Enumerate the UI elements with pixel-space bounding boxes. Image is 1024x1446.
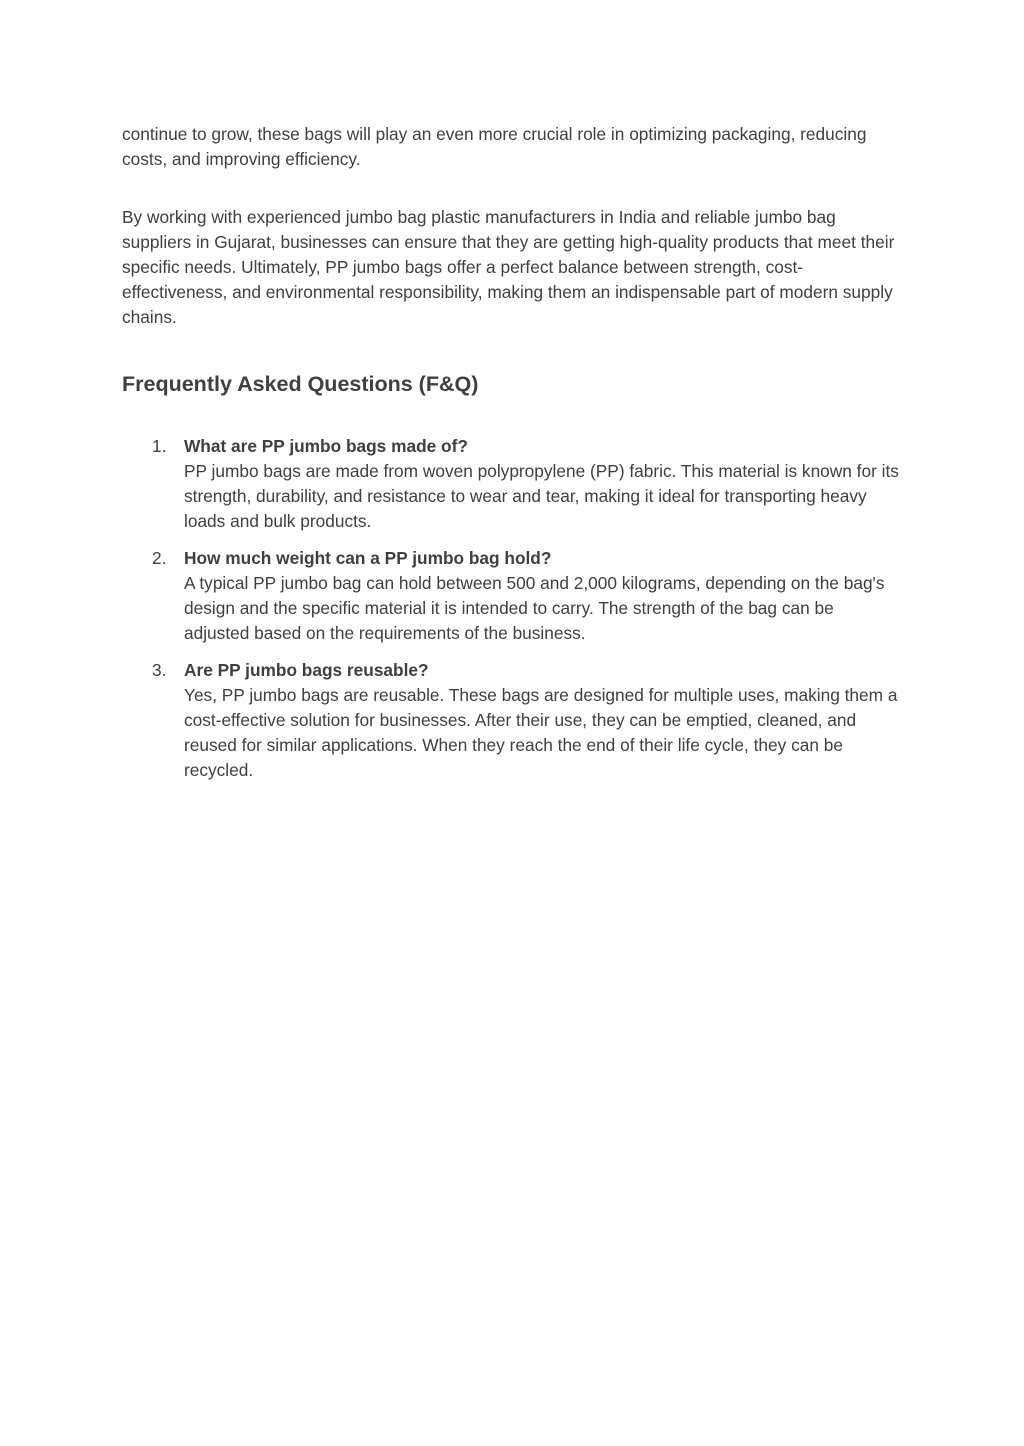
faq-question: What are PP jumbo bags made of?	[184, 436, 468, 456]
document-page	[122, 122, 902, 795]
faq-question: Are PP jumbo bags reusable?	[184, 660, 429, 680]
faq-heading: Frequently Asked Questions (F&Q)	[122, 372, 479, 396]
conclusion-paragraph: By working with experienced jumbo bag plastic manufacturers in India and reliable jumbo bag suppliers in Gujarat, businesses can ensure that they are getting high-quality products that meet their specific needs. Ultimately, PP jumbo bags offer a perfect balance between strength, cost-effectiveness, and environmental responsibility, making them an indispensable part of modern supply chains.	[122, 207, 895, 327]
faq-item-number: 2.	[152, 548, 167, 568]
faq-item	[122, 546, 902, 646]
faq-list	[122, 434, 902, 783]
faq-answer: Yes, PP jumbo bags are reusable. These bags are designed for multiple uses, making them a cost-effective solution for businesses. After their use, they can be emptied, cleaned, and reused for similar applications. When they reach the end of their life cycle, they can be recycled.	[184, 685, 898, 780]
faq-item	[122, 434, 902, 534]
faq-item-number: 1.	[152, 436, 167, 456]
faq-answer: PP jumbo bags are made from woven polypropylene (PP) fabric. This material is known for its strength, durability, and resistance to wear and tear, making it ideal for transporting heavy loads and bulk products.	[184, 461, 899, 531]
faq-question: How much weight can a PP jumbo bag hold?	[184, 548, 552, 568]
faq-item	[122, 658, 902, 783]
intro-paragraph: continue to grow, these bags will play an even more crucial role in optimizing packaging, reducing costs, and improving efficiency.	[122, 124, 867, 169]
faq-item-number: 3.	[152, 660, 167, 680]
faq-answer: A typical PP jumbo bag can hold between 500 and 2,000 kilograms, depending on the bag's design and the specific material it is intended to carry. The strength of the bag can be adjusted based on the requirements of the business.	[184, 573, 885, 643]
